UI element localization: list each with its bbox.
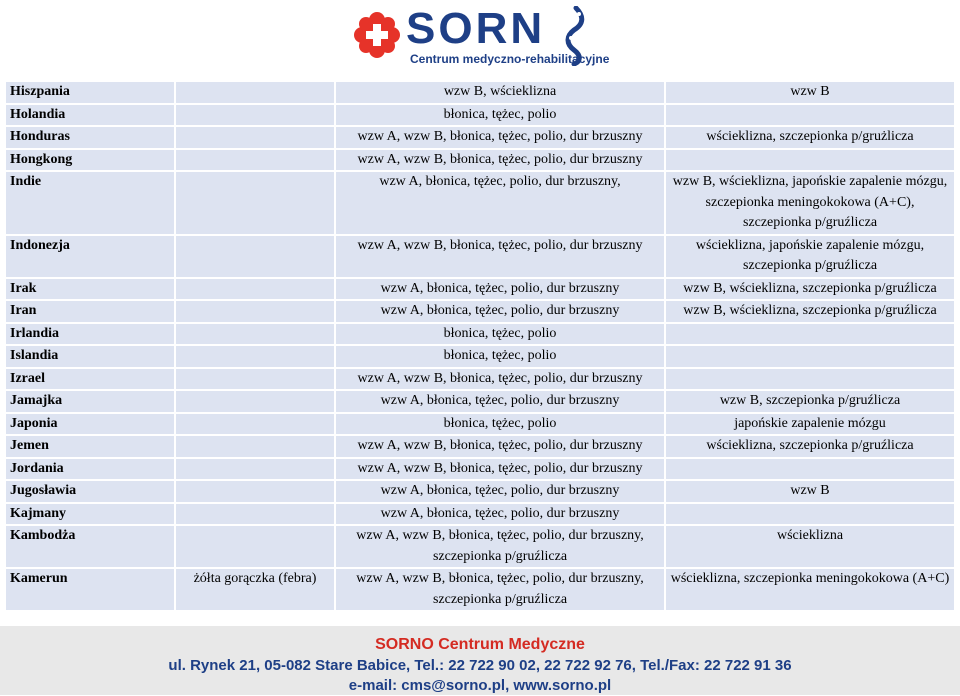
recommended-vaccines-cell [666,369,954,390]
country-cell: Indonezja [6,236,174,277]
country-cell: Izrael [6,369,174,390]
sorno-logo [352,4,610,70]
table-row [6,436,954,457]
required-vaccines-cell: wzw A, wzw B, błonica, tężec, polio, dur brzuszny [336,369,664,390]
recommended-vaccines-cell [666,324,954,345]
table-row [6,172,954,234]
required-vaccines-cell: wzw A, wzw B, błonica, tężec, polio, dur brzuszny, szczepionka p/gruźlicza [336,569,664,610]
required-vaccines-cell: wzw A, wzw B, błonica, tężec, polio, dur brzuszny [336,236,664,277]
table-row [6,150,954,171]
table-row [6,414,954,435]
logo-wordmark: SORN [406,4,546,53]
fever-cell [176,369,334,390]
required-vaccines-cell: błonica, tężec, polio [336,324,664,345]
required-vaccines-cell: wzw A, błonica, tężec, polio, dur brzuszny [336,481,664,502]
table-row [6,504,954,525]
country-cell: Kamerun [6,569,174,610]
footer-address: ul. Rynek 21, 05-082 Stare Babice, Tel.: 22 722 90 02, 22 722 92 76, Tel./Fax: 22 722 91 36 [168,657,792,674]
fever-cell [176,414,334,435]
country-cell: Japonia [6,414,174,435]
country-cell: Irak [6,279,174,300]
table-row [6,236,954,277]
fever-cell [176,172,334,234]
table-row [6,82,954,103]
table-row [6,569,954,610]
country-cell: Islandia [6,346,174,367]
recommended-vaccines-cell: wścieklizna, szczepionka p/gruźlicza [666,436,954,457]
fever-cell [176,301,334,322]
recommended-vaccines-cell: wzw B, wścieklizna, szczepionka p/gruźlicza [666,279,954,300]
required-vaccines-cell: błonica, tężec, polio [336,346,664,367]
page-footer [0,626,960,695]
required-vaccines-cell: wzw A, wzw B, błonica, tężec, polio, dur brzuszny [336,436,664,457]
page-header [0,0,960,75]
table-row [6,391,954,412]
vaccination-table [4,80,956,612]
table-row [6,279,954,300]
country-cell: Jamajka [6,391,174,412]
footer-company-name: SORNO Centrum Medyczne [375,636,585,653]
recommended-vaccines-cell: wścieklizna, japońskie zapalenie mózgu, szczepionka p/gruźlicza [666,236,954,277]
recommended-vaccines-cell: wzw B [666,82,954,103]
table-row [6,459,954,480]
required-vaccines-cell: wzw A, wzw B, błonica, tężec, polio, dur brzuszny [336,150,664,171]
recommended-vaccines-cell: japońskie zapalenie mózgu [666,414,954,435]
fever-cell [176,324,334,345]
recommended-vaccines-cell [666,504,954,525]
table-row [6,324,954,345]
medical-cross-icon [352,10,402,60]
fever-cell [176,481,334,502]
fever-cell [176,391,334,412]
fever-cell [176,150,334,171]
recommended-vaccines-cell: wzw B, wścieklizna, japońskie zapalenie mózgu, szczepionka meningokokowa (A+C), szczepionka p/gruźlicza [666,172,954,234]
recommended-vaccines-cell: wzw B, szczepionka p/gruźlicza [666,391,954,412]
logo-subtitle: Centrum medyczno-rehabilitacyjne [410,52,610,66]
required-vaccines-cell: błonica, tężec, polio [336,414,664,435]
fever-cell [176,82,334,103]
fever-cell [176,504,334,525]
table-row [6,481,954,502]
country-cell: Holandia [6,105,174,126]
fever-cell [176,105,334,126]
footer-contact: e-mail: cms@sorno.pl, www.sorno.pl [348,677,612,694]
recommended-vaccines-cell: wścieklizna, szczepionka p/grużlicza [666,127,954,148]
required-vaccines-cell: wzw A, błonica, tężec, polio, dur brzuszny [336,504,664,525]
required-vaccines-cell: wzw A, błonica, tężec, polio, dur brzuszny, [336,172,664,234]
required-vaccines-cell: błonica, tężec, polio [336,105,664,126]
recommended-vaccines-cell [666,150,954,171]
recommended-vaccines-cell [666,105,954,126]
country-cell: Kambodża [6,526,174,567]
country-cell: Jemen [6,436,174,457]
table-row [6,127,954,148]
recommended-vaccines-cell: wzw B [666,481,954,502]
required-vaccines-cell: wzw A, błonica, tężec, polio, dur brzuszny [336,391,664,412]
table-row [6,105,954,126]
country-cell: Iran [6,301,174,322]
country-cell: Honduras [6,127,174,148]
fever-cell [176,236,334,277]
country-cell: Kajmany [6,504,174,525]
fever-cell: żółta gorączka (febra) [176,569,334,610]
recommended-vaccines-cell: wzw B, wścieklizna, szczepionka p/gruźlicza [666,301,954,322]
required-vaccines-cell: wzw A, wzw B, błonica, tężec, polio, dur brzuszny [336,459,664,480]
required-vaccines-cell: wzw A, wzw B, błonica, tężec, polio, dur brzuszny [336,127,664,148]
country-cell: Hiszpania [6,82,174,103]
table-row [6,301,954,322]
table-row [6,369,954,390]
recommended-vaccines-cell: wścieklizna [666,526,954,567]
fever-cell [176,127,334,148]
country-cell: Irlandia [6,324,174,345]
required-vaccines-cell: wzw A, wzw B, błonica, tężec, polio, dur brzuszny, szczepionka p/gruźlicza [336,526,664,567]
country-cell: Indie [6,172,174,234]
required-vaccines-cell: wzw A, błonica, tężec, polio, dur brzuszny [336,301,664,322]
recommended-vaccines-cell: wścieklizna, szczepionka meningokokowa (A+C) [666,569,954,610]
fever-cell [176,526,334,567]
table-row [6,346,954,367]
table-row [6,526,954,567]
country-cell: Jordania [6,459,174,480]
fever-cell [176,346,334,367]
recommended-vaccines-cell [666,346,954,367]
required-vaccines-cell: wzw A, błonica, tężec, polio, dur brzuszny [336,279,664,300]
fever-cell [176,279,334,300]
recommended-vaccines-cell [666,459,954,480]
required-vaccines-cell: wzw B, wścieklizna [336,82,664,103]
country-cell: Jugosławia [6,481,174,502]
country-cell: Hongkong [6,150,174,171]
fever-cell [176,459,334,480]
fever-cell [176,436,334,457]
